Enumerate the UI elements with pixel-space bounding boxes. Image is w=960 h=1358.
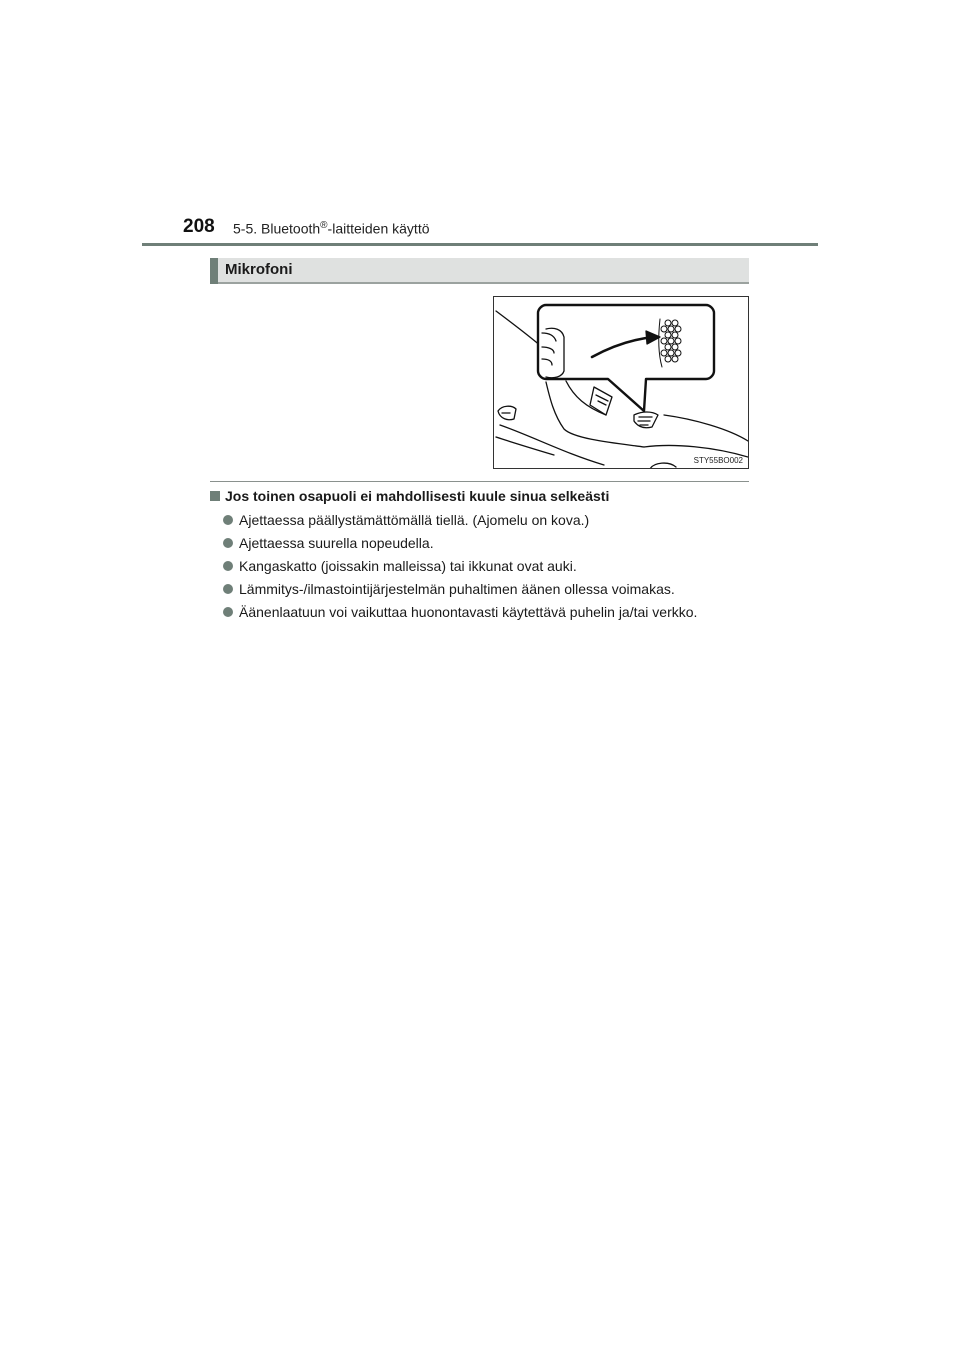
section-bar <box>210 258 749 284</box>
list-item-text: Ajettaessa suurella nopeudella. <box>239 535 434 551</box>
note-heading-text: Jos toinen osapuoli ei mahdollisesti kuule sinua selkeästi <box>225 488 610 504</box>
list-item-text: Kangaskatto (joissakin malleissa) tai ikkunat ovat auki. <box>239 558 577 574</box>
list-item <box>223 603 697 626</box>
list-item-text: Ajettaessa päällystämättömällä tiellä. (Ajomelu on kova.) <box>239 512 590 528</box>
running-head-suffix: -laitteiden käyttö <box>327 220 430 237</box>
microphone-drawing <box>494 297 749 469</box>
round-bullet-icon <box>223 584 233 594</box>
list-item-text: Äänenlaatuun voi vaikuttaa huonontavasti käytettävä puhelin ja/tai verkko. <box>239 604 698 620</box>
note-heading <box>210 488 609 504</box>
running-head <box>233 220 430 237</box>
section-title: Mikrofoni <box>225 261 293 278</box>
square-bullet-icon <box>210 491 220 501</box>
list-item <box>223 534 697 557</box>
round-bullet-icon <box>223 607 233 617</box>
round-bullet-icon <box>223 515 233 525</box>
page-number: 208 <box>183 216 215 237</box>
figure-code: STY55BO002 <box>693 456 743 465</box>
running-head-prefix: 5-5. Bluetooth <box>233 220 321 237</box>
subsection-rule <box>210 481 749 482</box>
list-item <box>223 580 697 603</box>
list-item-text: Lämmitys-/ilmastointijärjestelmän puhaltimen äänen ollessa voimakas. <box>239 581 675 597</box>
list-item <box>223 511 697 534</box>
round-bullet-icon <box>223 538 233 548</box>
round-bullet-icon <box>223 561 233 571</box>
header-rule <box>142 243 818 246</box>
section-bar-tab <box>210 258 218 284</box>
list-item <box>223 557 697 580</box>
registered-mark: ® <box>320 220 328 231</box>
note-list <box>223 511 697 626</box>
microphone-illustration <box>493 296 749 469</box>
